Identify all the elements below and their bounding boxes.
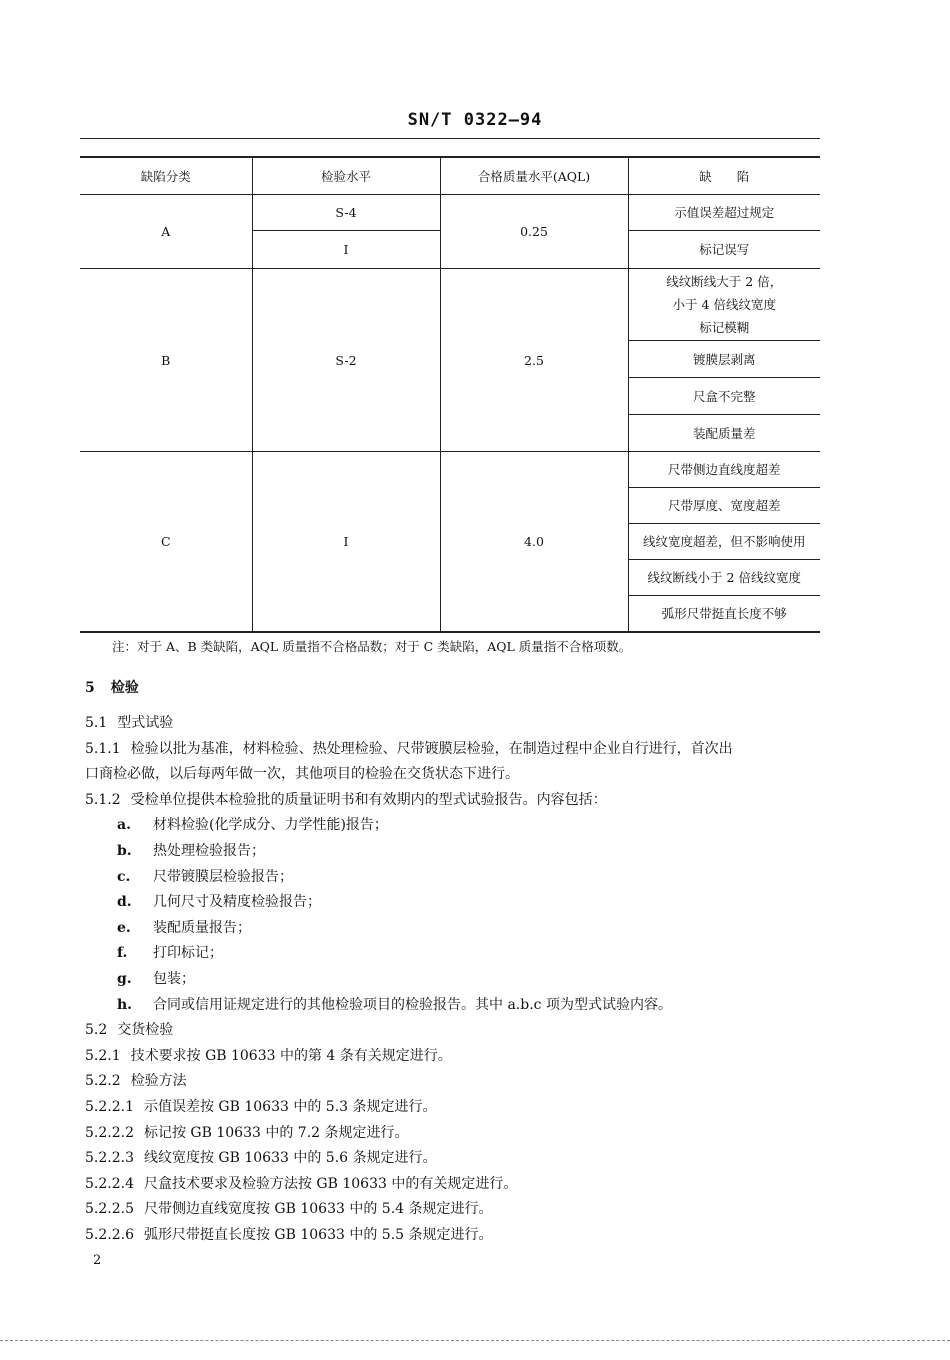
subsection-heading bbox=[85, 711, 830, 737]
list-item-text: 几何尺寸及精度检验报告； bbox=[153, 894, 321, 911]
document-code-header: SN/T 0322—94 bbox=[407, 110, 543, 130]
list-item bbox=[85, 916, 830, 942]
inspection-level-cell: S-2 bbox=[252, 269, 440, 452]
clause bbox=[85, 1044, 830, 1070]
list-item-label: e. bbox=[117, 919, 131, 936]
clause-text: 弧形尺带挺直长度按 GB 10633 中的 5.5 条规定进行。 bbox=[143, 1226, 493, 1243]
clause bbox=[85, 737, 830, 763]
column-header: 检验水平 bbox=[252, 157, 440, 195]
clause-number: 5.2.2.4 bbox=[85, 1175, 134, 1192]
list-item-text: 打印标记； bbox=[153, 945, 223, 962]
defect-cell: 示值误差超过规定 bbox=[628, 195, 820, 231]
column-header: 缺陷分类 bbox=[80, 157, 252, 195]
defect-cell: 标记误写 bbox=[628, 231, 820, 269]
clause-number: 5.2.2.6 bbox=[85, 1226, 134, 1243]
defect-cell: 弧形尺带挺直长度不够 bbox=[628, 596, 820, 632]
aql-cell: 2.5 bbox=[440, 269, 628, 452]
header-rule bbox=[80, 138, 820, 139]
clause bbox=[85, 1223, 830, 1249]
defect-class-cell: A bbox=[80, 195, 252, 269]
clause-number: 5.2.2 bbox=[85, 1073, 121, 1090]
defect-classification-table bbox=[80, 156, 820, 633]
clause-number: 5.2.2.1 bbox=[85, 1098, 134, 1115]
clause-text: 标记按 GB 10633 中的 7.2 条规定进行。 bbox=[143, 1124, 409, 1141]
clause bbox=[85, 1095, 830, 1121]
list-item bbox=[85, 813, 830, 839]
list-item-text: 包装； bbox=[153, 970, 195, 987]
clause-number: 5.2.1 bbox=[85, 1047, 121, 1064]
defect-cell: 线纹断线大于 2 倍， 小于 4 倍线纹宽度 标记模糊 bbox=[628, 269, 820, 341]
clause-text: 技术要求按 GB 10633 中的第 4 条有关规定进行。 bbox=[130, 1047, 452, 1064]
aql-cell: 0.25 bbox=[440, 195, 628, 269]
clause-number: 5.2.2.2 bbox=[85, 1124, 134, 1141]
clause-text: 线纹宽度按 GB 10633 中的 5.6 条规定进行。 bbox=[143, 1150, 437, 1167]
list-item-label: g. bbox=[117, 970, 132, 987]
list-item bbox=[85, 865, 830, 891]
defect-cell: 装配质量差 bbox=[628, 415, 820, 452]
list-item-label: f. bbox=[117, 945, 128, 962]
list-item bbox=[85, 839, 830, 865]
section-5-body bbox=[85, 711, 830, 1248]
clause-number: 5.2 bbox=[85, 1022, 108, 1039]
list-item-text: 合同或信用证规定进行的其他检验项目的检验报告。其中 a.b.c 项为型式试验内容。 bbox=[153, 996, 672, 1013]
clause-text: 示值误差按 GB 10633 中的 5.3 条规定进行。 bbox=[143, 1098, 437, 1115]
clause-continuation: 口商检必做，以后每两年做一次，其他项目的检验在交货状态下进行。 bbox=[85, 766, 519, 783]
clause-text: 尺盒技术要求及检验方法按 GB 10633 中的有关规定进行。 bbox=[143, 1175, 518, 1192]
clause bbox=[85, 1172, 830, 1198]
clause-number: 5.1 bbox=[85, 715, 108, 731]
section-number: 5 bbox=[85, 680, 95, 696]
inspection-level-cell: S-4 bbox=[252, 195, 440, 231]
inspection-level-cell: I bbox=[252, 231, 440, 269]
table-note: 注：对于 A、B 类缺陷，AQL 质量指不合格品数；对于 C 类缺陷，AQL 质量指不合格项数。 bbox=[112, 639, 632, 654]
table-header-row bbox=[80, 157, 820, 195]
clause-number: 5.2.2.5 bbox=[85, 1201, 134, 1218]
list-item-text: 尺带镀膜层检验报告； bbox=[153, 868, 293, 885]
defect-cell: 线纹宽度超差，但不影响使用 bbox=[628, 524, 820, 560]
section-title: 检验 bbox=[110, 680, 139, 696]
list-item bbox=[85, 890, 830, 916]
table-row bbox=[80, 452, 820, 488]
list-item-text: 材料检验(化学成分、力学性能)报告； bbox=[153, 817, 388, 834]
list-item-text: 装配质量报告； bbox=[153, 919, 251, 936]
clause bbox=[85, 1121, 830, 1147]
column-header: 合格质量水平(AQL) bbox=[440, 157, 628, 195]
clause-number: 5.2.2.3 bbox=[85, 1150, 134, 1167]
clause bbox=[85, 1069, 830, 1095]
clause-title: 检验方法 bbox=[130, 1073, 187, 1090]
clause-text: 尺带侧边直线宽度按 GB 10633 中的 5.4 条规定进行。 bbox=[143, 1201, 493, 1218]
inspection-level-cell: I bbox=[252, 452, 440, 632]
list-item-label: c. bbox=[117, 868, 131, 885]
list-item-label: b. bbox=[117, 842, 132, 859]
clause bbox=[85, 1146, 830, 1172]
defect-cell: 尺带厚度、宽度超差 bbox=[628, 488, 820, 524]
defect-cell: 尺带侧边直线度超差 bbox=[628, 452, 820, 488]
list-item-label: a. bbox=[117, 817, 131, 834]
defect-cell: 镀膜层剥离 bbox=[628, 341, 820, 378]
clause-number: 5.1.1 bbox=[85, 740, 121, 757]
clause bbox=[85, 788, 830, 814]
defect-class-cell: B bbox=[80, 269, 252, 452]
subsection-heading bbox=[85, 1018, 830, 1044]
table-row bbox=[80, 269, 820, 341]
list-item bbox=[85, 941, 830, 967]
defect-cell: 尺盒不完整 bbox=[628, 378, 820, 415]
aql-cell: 4.0 bbox=[440, 452, 628, 632]
defect-class-cell: C bbox=[80, 452, 252, 632]
list-item bbox=[85, 993, 830, 1019]
section-heading-5 bbox=[85, 677, 155, 697]
page-number: 2 bbox=[93, 1253, 102, 1268]
clause-title: 交货检验 bbox=[117, 1022, 174, 1039]
clause-title: 型式试验 bbox=[117, 715, 174, 731]
list-item bbox=[85, 967, 830, 993]
list-item-label: h. bbox=[117, 996, 133, 1013]
list-item-text: 热处理检验报告； bbox=[153, 842, 265, 859]
clause-text: 受检单位提供本检验批的质量证明书和有效期内的型式试验报告。内容包括： bbox=[130, 791, 607, 808]
clause bbox=[85, 1197, 830, 1223]
clause-number: 5.1.2 bbox=[85, 791, 121, 808]
list-item-label: d. bbox=[117, 894, 132, 911]
clause-text: 检验以批为基准，材料检验、热处理检验、尺带镀膜层检验，在制造过程中企业自行进行，首次出 bbox=[130, 740, 733, 757]
scan-edge-line bbox=[0, 1340, 950, 1341]
column-header: 缺 陷 bbox=[628, 157, 820, 195]
defect-cell: 线纹断线小于 2 倍线纹宽度 bbox=[628, 560, 820, 596]
table-row bbox=[80, 195, 820, 231]
